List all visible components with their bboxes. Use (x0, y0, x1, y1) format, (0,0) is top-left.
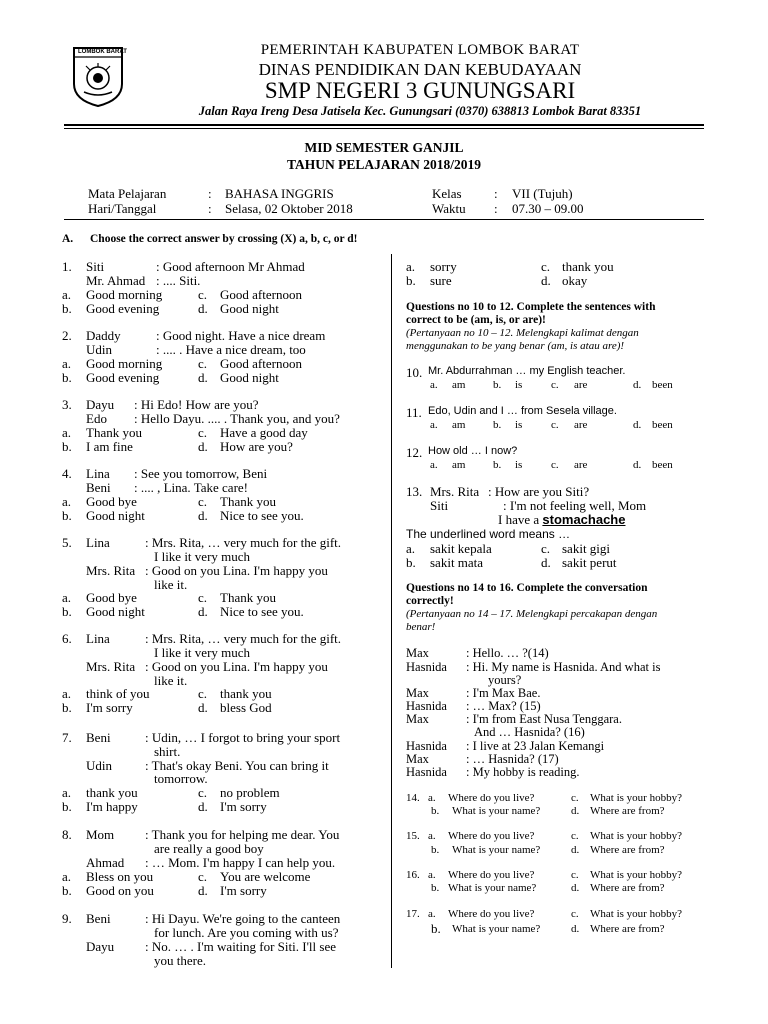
q1-line1: : Good afternoon Mr Ahmad (156, 259, 305, 274)
q4-d-letter: d. (198, 508, 208, 523)
q8-number: 8. (62, 827, 72, 842)
q10-option-c[interactable]: are (574, 379, 588, 391)
q4-line1: : See you tomorrow, Beni (134, 466, 268, 481)
q13-b-letter: b. (406, 555, 416, 570)
q10-c-letter: c. (551, 379, 559, 391)
q3-line1: : Hi Edo! How are you? (134, 397, 259, 412)
q2-option-b[interactable]: Good evening (86, 370, 160, 385)
q15-d-letter: d. (571, 844, 580, 856)
q8-option-a[interactable]: Bless on you (86, 869, 154, 884)
q8-a-letter: a. (62, 869, 72, 884)
q7-line1b: shirt. (154, 744, 181, 759)
q9-option-b[interactable]: sure (430, 273, 452, 288)
q17-d-letter: d. (571, 923, 580, 935)
q11-text: Edo, Udin and I … from Sesela village. (428, 405, 617, 417)
q5-b-letter: b. (62, 604, 72, 619)
q1-speaker1: Siti (86, 259, 105, 274)
date-colon: : (208, 201, 212, 216)
q1-option-d[interactable]: Good night (220, 301, 279, 316)
school-logo (72, 46, 127, 108)
q1-b-letter: b. (62, 301, 72, 316)
sec14-title-line1: Questions no 14 to 16. Complete the conversation (406, 582, 648, 594)
q13-option-c[interactable]: sakit gigi (562, 541, 611, 556)
q13-underlined-word: stomachache (542, 512, 626, 527)
q2-number: 2. (62, 328, 72, 343)
q8-b-letter: b. (62, 883, 72, 898)
q7-line2a: : That's okay Beni. You can bring it (145, 758, 329, 773)
q17-number: 17. (406, 908, 420, 920)
q17-option-a[interactable]: Where do you live? (448, 908, 535, 920)
q1-speaker2: Mr. Ahmad (86, 273, 146, 288)
q3-number: 3. (62, 397, 72, 412)
q12-option-d[interactable]: been (652, 459, 673, 471)
q15-c-letter: c. (571, 830, 579, 842)
dialog-line: : My hobby is reading. (466, 765, 580, 779)
q13-option-a[interactable]: sakit kepala (430, 541, 492, 556)
q1-option-b[interactable]: Good evening (86, 301, 160, 316)
q8-c-letter: c. (198, 869, 208, 884)
q7-option-d[interactable]: I'm sorry (220, 799, 267, 814)
q2-d-letter: d. (198, 370, 208, 385)
sec14-note-line1: (Pertanyaan no 14 – 17. Melengkapi percakapan dengan (406, 608, 658, 620)
q11-option-b[interactable]: is (515, 419, 523, 431)
sec14-note-line2: benar! (406, 621, 436, 633)
q12-a-letter: a. (430, 459, 438, 471)
q14-option-c[interactable]: What is your hobby? (590, 792, 682, 804)
q10-option-a[interactable]: am (452, 379, 466, 391)
q3-speaker2: Edo (86, 411, 107, 426)
q13-speaker1: Mrs. Rita (430, 484, 480, 499)
q9-option-c[interactable]: thank you (562, 259, 614, 274)
dialog-speaker: Max (406, 752, 429, 766)
q15-number: 15. (406, 830, 420, 842)
q1-d-letter: d. (198, 301, 208, 316)
dialog-speaker: Max (406, 686, 429, 700)
q6-option-b[interactable]: I'm sorry (86, 700, 133, 715)
sec10-title-line2: correct to be (am, is, or are)! (406, 314, 546, 326)
q5-speaker2: Mrs. Rita (86, 563, 136, 578)
q5-a-letter: a. (62, 590, 72, 605)
q13-d-letter: d. (541, 555, 551, 570)
q2-option-a[interactable]: Good morning (86, 356, 163, 371)
dialog-speaker: Hasnida (406, 739, 447, 753)
class-value: VII (Tujuh) (512, 186, 573, 201)
q2-b-letter: b. (62, 370, 72, 385)
q17-option-d[interactable]: Where are from? (590, 923, 665, 935)
q7-number: 7. (62, 730, 72, 745)
time-colon: : (494, 201, 498, 216)
q15-a-letter: a. (428, 830, 436, 842)
q17-b-letter: b. (431, 921, 441, 936)
q7-speaker2: Udin (86, 758, 112, 773)
q10-option-d[interactable]: been (652, 379, 673, 391)
q3-d-letter: d. (198, 439, 208, 454)
q17-a-letter: a. (428, 908, 436, 920)
q10-option-b[interactable]: is (515, 379, 523, 391)
q7-d-letter: d. (198, 799, 208, 814)
q14-number: 14. (406, 792, 420, 804)
q5-number: 5. (62, 535, 72, 550)
q9-option-d[interactable]: okay (562, 273, 588, 288)
q13-speaker2: Siti (430, 498, 449, 513)
q4-speaker1: Lina (86, 466, 110, 481)
q10-b-letter: b. (493, 379, 502, 391)
q13-option-b[interactable]: sakit mata (430, 555, 484, 570)
q10-text: Mr. Abdurrahman … my English teacher. (428, 365, 626, 377)
q10-a-letter: a. (430, 379, 438, 391)
q17-option-c[interactable]: What is your hobby? (590, 908, 682, 920)
time-label: Waktu (432, 201, 466, 216)
q3-option-d[interactable]: How are you? (220, 439, 293, 454)
school-name: SMP NEGERI 3 GUNUNGSARI (264, 78, 576, 103)
q3-a-letter: a. (62, 425, 72, 440)
q13-option-d[interactable]: sakit perut (562, 555, 617, 570)
q1-c-letter: c. (198, 287, 208, 302)
q13-number: 13. (406, 484, 423, 499)
q9-c-letter: c. (541, 259, 551, 274)
subject-colon: : (208, 186, 212, 201)
q6-option-a[interactable]: think of you (86, 686, 150, 701)
q12-text: How old … I now? (428, 445, 518, 457)
q4-option-a[interactable]: Good bye (86, 494, 137, 509)
q11-d-letter: d. (633, 419, 642, 431)
q5-c-letter: c. (198, 590, 208, 605)
sec10-title-line1: Questions no 10 to 12. Complete the sentences with (406, 301, 656, 313)
q5-option-b[interactable]: Good night (86, 604, 145, 619)
q2-speaker1: Daddy (86, 328, 121, 343)
q5-d-letter: d. (198, 604, 208, 619)
q4-speaker2: Beni (86, 480, 111, 495)
q1-a-letter: a. (62, 287, 72, 302)
column-divider (391, 254, 392, 968)
q5-line1a: : Mrs. Rita, … very much for the gift. (145, 535, 342, 550)
q4-option-d[interactable]: Nice to see you. (220, 508, 304, 523)
dialog-speaker: Hasnida (406, 765, 447, 779)
q6-number: 6. (62, 631, 72, 646)
q4-a-letter: a. (62, 494, 72, 509)
q16-option-b[interactable]: What is your name? (448, 882, 537, 894)
date-value: Selasa, 02 Oktober 2018 (225, 201, 353, 216)
q14-option-b[interactable]: What is your name? (452, 805, 541, 817)
section-a-instruction: Choose the correct answer by crossing (X) a, b, c, or d! (90, 233, 358, 245)
q3-speaker1: Dayu (86, 397, 115, 412)
q2-line2: : .... . Have a nice dream, too (156, 342, 306, 357)
q1-option-c[interactable]: Good afternoon (220, 287, 302, 302)
q9-line1a: : Hi Dayu. We're going to the canteen (145, 911, 341, 926)
q2-a-letter: a. (62, 356, 72, 371)
q16-number: 16. (406, 869, 420, 881)
q6-line2b: like it. (154, 673, 188, 688)
dialog-speaker: Max (406, 712, 429, 726)
q2-c-letter: c. (198, 356, 208, 371)
section-a-letter: A. (62, 233, 74, 245)
q7-option-a[interactable]: thank you (86, 785, 138, 800)
q15-option-b[interactable]: What is your name? (452, 844, 541, 856)
info-divider (64, 219, 704, 220)
dialog-speaker: Hasnida (406, 660, 447, 674)
q10-d-letter: d. (633, 379, 642, 391)
q6-speaker1: Lina (86, 631, 110, 646)
dept-line: DINAS PENDIDIKAN DAN KEBUDAYAAN (258, 60, 582, 79)
dialog-line: : Hello. … ?(14) (466, 646, 549, 660)
q6-line1b: I like it very much (154, 645, 251, 660)
q12-option-a[interactable]: am (452, 459, 466, 471)
q9-speaker2: Dayu (86, 939, 115, 954)
logo-caption: LOMBOK BARAT (78, 49, 127, 55)
q5-line2b: like it. (154, 577, 188, 592)
q7-line1a: : Udin, … I forgot to bring your sport (145, 730, 341, 745)
q13-line3 (498, 512, 625, 528)
gov-line: PEMERINTAH KABUPATEN LOMBOK BARAT (260, 42, 580, 58)
q14-c-letter: c. (571, 792, 579, 804)
q11-option-a[interactable]: am (452, 419, 466, 431)
q8-option-b[interactable]: Good on you (86, 883, 154, 898)
q8-line1a: : Thank you for helping me dear. You (145, 827, 340, 842)
q11-a-letter: a. (430, 419, 438, 431)
q13-c-letter: c. (541, 541, 551, 556)
sec14-title-line2: correctly! (406, 595, 454, 607)
q14-d-letter: d. (571, 805, 580, 817)
q9-option-a[interactable]: sorry (430, 259, 457, 274)
school-address: Jalan Raya Ireng Desa Jatisela Kec. Gunungsari (0370) 638813 Lombok Barat 83351 (198, 104, 642, 118)
q5-line2a: : Good on you Lina. I'm happy you (145, 563, 328, 578)
time-value: 07.30 – 09.00 (512, 201, 584, 216)
q6-option-c[interactable]: thank you (220, 686, 272, 701)
q12-c-letter: c. (551, 459, 559, 471)
dialog-line: : I live at 23 Jalan Kemangi (466, 739, 605, 753)
q12-option-c[interactable]: are (574, 459, 588, 471)
q7-c-letter: c. (198, 785, 208, 800)
q14-option-a[interactable]: Where do you live? (448, 792, 535, 804)
q17-c-letter: c. (571, 908, 579, 920)
q7-option-c[interactable]: no problem (220, 785, 280, 800)
q11-b-letter: b. (493, 419, 502, 431)
q5-line1b: I like it very much (154, 549, 251, 564)
q5-option-c[interactable]: Thank you (220, 590, 276, 605)
subject-label: Mata Pelajaran (88, 186, 167, 201)
q3-line2: : Hello Dayu. .... . Thank you, and you? (134, 411, 340, 426)
q4-option-c[interactable]: Thank you (220, 494, 276, 509)
q15-option-d[interactable]: Where are from? (590, 844, 665, 856)
q16-c-letter: c. (571, 869, 579, 881)
q3-c-letter: c. (198, 425, 208, 440)
q5-option-d[interactable]: Nice to see you. (220, 604, 304, 619)
subject-value: BAHASA INGGRIS (225, 186, 334, 201)
dialog-line: : … Hasnida? (17) (466, 752, 559, 766)
q2-speaker2: Udin (86, 342, 112, 357)
q16-a-letter: a. (428, 869, 436, 881)
q2-line1: : Good night. Have a nice dream (156, 328, 326, 343)
q16-option-c[interactable]: What is your hobby? (590, 869, 682, 881)
q6-option-d[interactable]: bless God (220, 700, 272, 715)
q3-option-b[interactable]: I am fine (86, 439, 133, 454)
q14-option-d[interactable]: Where are from? (590, 805, 665, 817)
q8-option-c[interactable]: You are welcome (220, 869, 311, 884)
q6-line2a: : Good on you Lina. I'm happy you (145, 659, 328, 674)
q8-speaker2: Ahmad (86, 855, 125, 870)
q1-line2: : .... Siti. (156, 273, 201, 288)
letterhead-divider (64, 124, 704, 126)
q3-option-a[interactable]: Thank you (86, 425, 142, 440)
q6-line1a: : Mrs. Rita, … very much for the gift. (145, 631, 342, 646)
q6-b-letter: b. (62, 700, 72, 715)
q12-d-letter: d. (633, 459, 642, 471)
q9-number: 9. (62, 911, 72, 926)
q7-option-b[interactable]: I'm happy (86, 799, 138, 814)
q2-option-d[interactable]: Good night (220, 370, 279, 385)
q9-line2b: you there. (154, 953, 206, 968)
q12-number: 12. (406, 445, 423, 460)
q13-line2: : I'm not feeling well, Mom (503, 498, 647, 513)
q15-option-a[interactable]: Where do you live? (448, 830, 535, 842)
q6-c-letter: c. (198, 686, 208, 701)
q13-a-letter: a. (406, 541, 416, 556)
q11-option-c[interactable]: are (574, 419, 588, 431)
q12-b-letter: b. (493, 459, 502, 471)
q3-option-c[interactable]: Have a good day (220, 425, 308, 440)
q7-a-letter: a. (62, 785, 72, 800)
q7-line2b: tomorrow. (154, 771, 208, 786)
q9-line1b: for lunch. Are you coming with us? (154, 925, 339, 940)
class-label: Kelas (432, 186, 462, 201)
q8-line1b: are really a good boy (154, 841, 264, 856)
exam-title: MID SEMESTER GANJIL (304, 140, 464, 155)
q5-speaker1: Lina (86, 535, 110, 550)
q11-number: 11. (406, 405, 422, 420)
q11-c-letter: c. (551, 419, 559, 431)
dialog-line: : Hi. My name is Hasnida. And what is (466, 660, 661, 674)
letterhead-divider-thin (64, 128, 704, 129)
q6-a-letter: a. (62, 686, 72, 701)
q5-option-a[interactable]: Good bye (86, 590, 137, 605)
q14-a-letter: a. (428, 792, 436, 804)
q7-speaker1: Beni (86, 730, 111, 745)
q3-b-letter: b. (62, 439, 72, 454)
q7-b-letter: b. (62, 799, 72, 814)
q2-option-c[interactable]: Good afternoon (220, 356, 302, 371)
q8-speaker1: Mom (86, 827, 115, 842)
q11-option-d[interactable]: been (652, 419, 673, 431)
q9-line2a: : No. … . I'm waiting for Siti. I'll see (145, 939, 336, 954)
q9-d-letter: d. (541, 273, 551, 288)
q4-number: 4. (62, 466, 72, 481)
q10-number: 10. (406, 365, 423, 380)
dialog-line: And … Hasnida? (16) (474, 725, 585, 739)
q15-b-letter: b. (431, 844, 440, 856)
q4-option-b[interactable]: Good night (86, 508, 145, 523)
date-label: Hari/Tanggal (88, 201, 157, 216)
q6-speaker2: Mrs. Rita (86, 659, 136, 674)
q12-option-b[interactable]: is (515, 459, 523, 471)
q14-b-letter: b. (431, 805, 440, 817)
q4-line2: : .... , Lina. Take care! (134, 480, 248, 495)
q8-line2: : … Mom. I'm happy I can help you. (145, 855, 336, 870)
exam-year: TAHUN PELAJARAN 2018/2019 (286, 157, 481, 172)
q16-b-letter: b. (431, 882, 440, 894)
q1-number: 1. (62, 259, 72, 274)
sec10-note-line1: (Pertanyaan no 10 – 12. Melengkapi kalimat dengan (406, 327, 639, 339)
q6-d-letter: d. (198, 700, 208, 715)
q8-d-letter: d. (198, 883, 208, 898)
shield-emblem-icon (72, 46, 124, 108)
q4-b-letter: b. (62, 508, 72, 523)
dialog-line: yours? (488, 673, 522, 687)
q13-line1: : How are you Siti? (488, 484, 590, 499)
q9-speaker1: Beni (86, 911, 111, 926)
q15-option-c[interactable]: What is your hobby? (590, 830, 682, 842)
class-colon: : (494, 186, 498, 201)
q16-option-a[interactable]: Where do you live? (448, 869, 535, 881)
q1-option-a[interactable]: Good morning (86, 287, 163, 302)
dialog-line: : I'm from East Nusa Tenggara. (466, 712, 622, 726)
q16-option-d[interactable]: Where are from? (590, 882, 665, 894)
dialog-speaker: Max (406, 646, 429, 660)
q13-prompt: The underlined word means … (406, 527, 571, 541)
dialog-speaker: Hasnida (406, 699, 447, 713)
q16-d-letter: d. (571, 882, 580, 894)
q9-a-letter: a. (406, 259, 416, 274)
q9-b-letter: b. (406, 273, 416, 288)
q8-option-d[interactable]: I'm sorry (220, 883, 267, 898)
q4-c-letter: c. (198, 494, 208, 509)
dialog-line: : … Max? (15) (466, 699, 541, 713)
q13-line3-text: I have a (498, 512, 543, 527)
q17-option-b[interactable]: What is your name? (452, 923, 541, 935)
sec10-note-line2: menggunakan to be yang benar (am, is atau are)! (406, 340, 625, 352)
dialog-line: : I'm Max Bae. (466, 686, 541, 700)
